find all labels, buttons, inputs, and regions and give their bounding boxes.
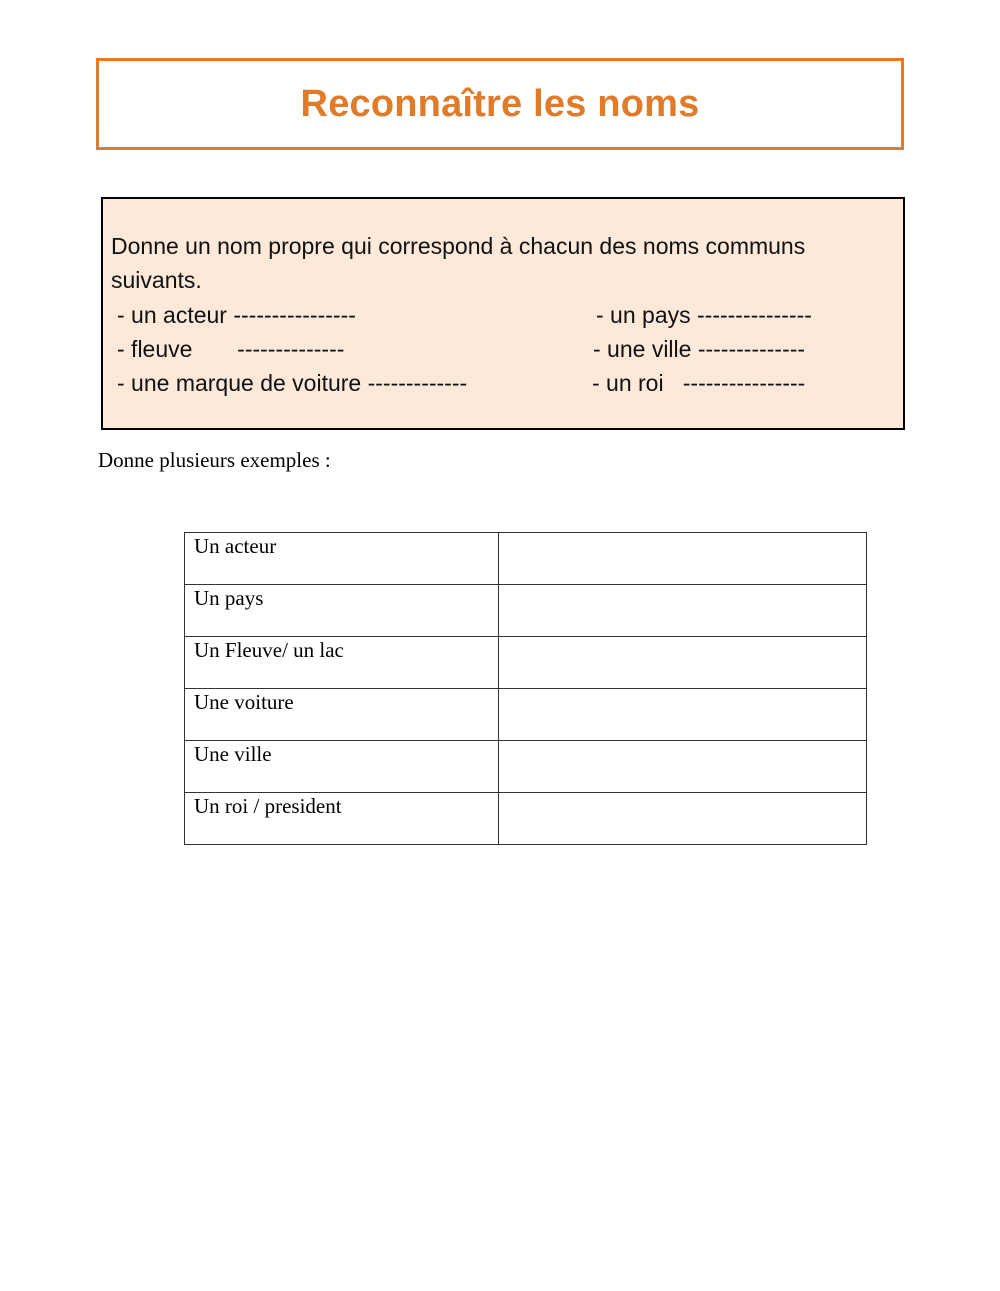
title-box (96, 58, 904, 150)
answer-cell[interactable] (498, 793, 866, 845)
row-label: Une ville (185, 741, 499, 793)
table-row (185, 741, 867, 793)
examples-table (184, 532, 867, 845)
table-row (185, 793, 867, 845)
item-une-ville: - une ville -------------- (593, 336, 806, 362)
row-label: Un roi / president (185, 793, 499, 845)
answer-cell[interactable] (498, 689, 866, 741)
item-un-acteur: - un acteur ---------------- (117, 302, 356, 328)
row-label: Un acteur (185, 533, 499, 585)
instruction-box (101, 197, 905, 430)
table-row (185, 689, 867, 741)
item-un-roi: - un roi ---------------- (592, 370, 806, 396)
answer-cell[interactable] (498, 585, 866, 637)
table-row (185, 637, 867, 689)
instruction-line-1: Donne un nom propre qui correspond à chacun des noms communs (111, 233, 806, 259)
answer-cell[interactable] (498, 741, 866, 793)
item-fleuve: - fleuve -------------- (117, 336, 345, 362)
row-label: Une voiture (185, 689, 499, 741)
table-row (185, 585, 867, 637)
page-title: Reconnaître les noms (300, 82, 700, 125)
item-marque-de-voiture: - une marque de voiture ------------- (117, 370, 468, 396)
item-un-pays: - un pays --------------- (596, 302, 812, 328)
examples-heading: Donne plusieurs exemples : (98, 448, 331, 472)
answer-cell[interactable] (498, 637, 866, 689)
instruction-line-2: suivants. (111, 267, 202, 293)
table-row (185, 533, 867, 585)
row-label: Un Fleuve/ un lac (185, 637, 499, 689)
row-label: Un pays (185, 585, 499, 637)
answer-cell[interactable] (498, 533, 866, 585)
